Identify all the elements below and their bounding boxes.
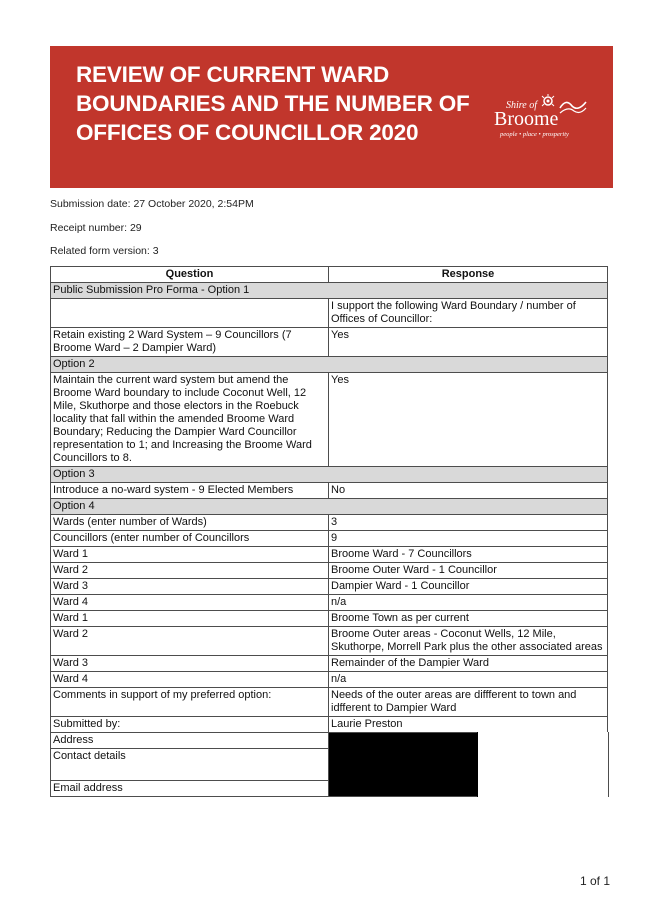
form-version: Related form version: 3 [50, 245, 159, 257]
submission-table [50, 266, 608, 797]
question-cell: Ward 3 [51, 579, 329, 595]
response-cell: 3 [329, 515, 608, 531]
question-cell: Wards (enter number of Wards) [51, 515, 329, 531]
response-cell: Laurie Preston [329, 717, 608, 733]
table-header-row [51, 267, 608, 283]
response-cell: Remainder of the Dampier Ward [329, 656, 608, 672]
response-cell: Dampier Ward - 1 Councillor [329, 579, 608, 595]
section-row-option2 [51, 357, 608, 373]
section-label: Option 2 [51, 357, 608, 373]
section-row-pro-forma [51, 283, 608, 299]
table-row [51, 717, 608, 733]
section-label: Option 3 [51, 467, 608, 483]
option2-question: Maintain the current ward system but amend the Broome Ward boundary to include Coconut Well, 12 Mile, Skuthorpe and those electors in the Roebuck locality that fall within the amended Broome Ward Boundary; Reducing the Dampier Ward Councillor representation to 1; and Increasing the Broome Ward Councillors to 8. [51, 373, 329, 467]
option1-response: Yes [329, 328, 608, 357]
table-row [51, 672, 608, 688]
receipt-number: Receipt number: 29 [50, 222, 142, 234]
table-row [51, 328, 608, 357]
section-label: Option 4 [51, 499, 608, 515]
table-row [51, 656, 608, 672]
question-cell: Ward 2 [51, 563, 329, 579]
table-row [51, 373, 608, 467]
section-label: Public Submission Pro Forma - Option 1 [51, 283, 608, 299]
option1-question: Retain existing 2 Ward System – 9 Councillors (7 Broome Ward – 2 Dampier Ward) [51, 328, 329, 357]
question-cell: Submitted by: [51, 717, 329, 733]
response-cell: n/a [329, 595, 608, 611]
response-cell: Broome Ward - 7 Councillors [329, 547, 608, 563]
table-row [51, 547, 608, 563]
question-cell: Ward 1 [51, 611, 329, 627]
section-row-option3 [51, 467, 608, 483]
section-row-option4 [51, 499, 608, 515]
response-cell: n/a [329, 672, 608, 688]
header-banner [50, 46, 613, 188]
question-cell: Ward 3 [51, 656, 329, 672]
empty-question-cell [51, 299, 329, 328]
logo-shire-of: Shire of [506, 100, 538, 111]
question-cell: Ward 1 [51, 547, 329, 563]
response-cell: Needs of the outer areas are diffferent to town and idfferent to Dampier Ward [329, 688, 608, 717]
table-row [51, 733, 608, 749]
option3-question: Introduce a no-ward system - 9 Elected Members [51, 483, 329, 499]
email-address-label: Email address [51, 781, 329, 797]
page-number: 1 of 1 [580, 874, 611, 888]
column-header-question: Question [51, 267, 329, 283]
table-row [51, 531, 608, 547]
table-row [51, 515, 608, 531]
response-cell: Broome Outer areas - Coconut Wells, 12 Mile, Skuthorpe, Morrell Park plus the other associated areas [329, 627, 608, 656]
response-cell: Broome Town as per current [329, 611, 608, 627]
address-label: Address [51, 733, 329, 749]
table-row [51, 611, 608, 627]
question-cell: Ward 2 [51, 627, 329, 656]
question-cell: Ward 4 [51, 672, 329, 688]
support-statement: I support the following Ward Boundary / number of Offices of Councillor: [329, 299, 608, 328]
response-cell: Broome Outer Ward - 1 Councillor [329, 563, 608, 579]
table-row [51, 627, 608, 656]
column-header-response: Response [329, 267, 608, 283]
submission-date: Submission date: 27 October 2020, 2:54PM [50, 198, 254, 210]
question-cell: Ward 4 [51, 595, 329, 611]
table-row [51, 563, 608, 579]
table-row [51, 595, 608, 611]
logo-tagline: people • place • prosperity [500, 131, 569, 138]
option2-response: Yes [329, 373, 608, 467]
contact-details-label: Contact details [51, 749, 329, 781]
question-cell: Councillors (enter number of Councillors [51, 531, 329, 547]
option3-response: No [329, 483, 608, 499]
table-row [51, 579, 608, 595]
logo-name: Broome [494, 108, 559, 130]
shire-of-broome-logo [492, 92, 600, 142]
table-row [51, 688, 608, 717]
table-row [51, 299, 608, 328]
response-cell: 9 [329, 531, 608, 547]
question-cell: Comments in support of my preferred option: [51, 688, 329, 717]
redacted-block [329, 733, 608, 797]
table-row [51, 483, 608, 499]
document-title: REVIEW OF CURRENT WARD BOUNDARIES AND THE NUMBER OF OFFICES OF COUNCILLOR 2020 [76, 62, 470, 145]
